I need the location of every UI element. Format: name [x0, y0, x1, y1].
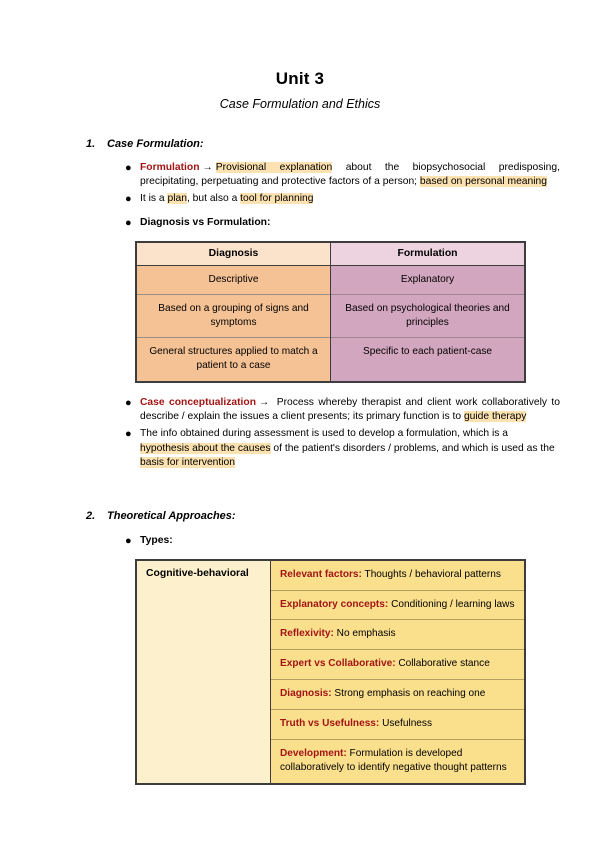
column-header-formulation: Formulation [331, 242, 526, 266]
list-item [271, 561, 524, 591]
arrow-glyph-icon: → [202, 161, 213, 173]
attribute-value: Strong emphasis on reaching one [331, 688, 486, 700]
attribute-label: Diagnosis: [280, 688, 332, 700]
list-item: Based on psychological theories and principles [331, 295, 524, 338]
list-item [125, 534, 560, 549]
table-header-row [136, 242, 525, 266]
attribute-label: Reflexivity: [280, 628, 334, 640]
highlight-personal-meaning: based on personal meaning [419, 176, 547, 188]
keyword-case-conceptualization: Case conceptualization [140, 396, 256, 408]
section-1-number: 1. [86, 137, 96, 150]
attribute-value: Formulation is developed collaboratively to identify negative thought patterns [280, 748, 507, 774]
attribute-label: Explanatory concepts: [280, 598, 389, 610]
bullet-dot-icon: ● [125, 161, 132, 174]
list-item [271, 591, 524, 621]
keyword-formulation: Formulation [140, 161, 200, 173]
attribute-label: Truth vs Usefulness: [280, 718, 380, 730]
column-header-diagnosis: Diagnosis [136, 242, 331, 266]
section-theoretical-approaches [86, 510, 560, 549]
highlight-guide-therapy: guide therapy [463, 411, 527, 423]
list-item: Explanatory [331, 266, 524, 296]
bullet-prefix-text: The info obtained during assessment is used to develop a formulation, which is a [140, 427, 509, 439]
table-diagnosis-vs-formulation [135, 241, 600, 383]
list-item [271, 680, 524, 710]
highlight-provisional-explanation: Provisional explanation [215, 161, 333, 173]
bullet-dot-icon: ● [125, 427, 132, 440]
highlight-basis-for-intervention: basis for intervention [140, 457, 236, 469]
bullet-text [140, 427, 560, 471]
bullet-dot-icon: ● [125, 216, 132, 229]
page-title: Unit 3 [275, 69, 325, 88]
bullet-prefix-text: It is a [140, 192, 168, 204]
bullet-dot-icon: ● [125, 534, 132, 547]
list-item [271, 710, 524, 740]
section-2-heading [86, 510, 560, 522]
bullet-text [140, 192, 560, 207]
list-item: Descriptive [137, 266, 330, 296]
list-item: Specific to each patient-case [362, 346, 493, 358]
cell-approach-attributes [271, 560, 526, 784]
section-1-bullets [125, 161, 560, 231]
list-item: General structures applied to match a patient to a case [149, 346, 318, 372]
cell-approach-name: Cognitive-behavioral [136, 560, 271, 784]
bullet-dot-icon: ● [125, 396, 132, 409]
page-subtitle: Case Formulation and Ethics [219, 96, 381, 111]
cell-diagnosis-items [136, 265, 331, 382]
list-item [125, 161, 560, 190]
cell-formulation-items [331, 265, 526, 382]
list-item [125, 396, 560, 425]
section-1-bullets-continued [125, 396, 560, 471]
bullet-text [140, 161, 560, 190]
section-1-heading [86, 138, 560, 150]
section-2-title: Theoretical Approaches: [107, 509, 236, 522]
bullet-mid-text: , but also a [186, 192, 241, 204]
attribute-label: Development: [280, 748, 347, 760]
bullet-text [140, 396, 560, 425]
list-item: Based on a grouping of signs and symptoms [137, 295, 330, 338]
bullet-label-types: Types: [140, 534, 173, 546]
attribute-value: Collaborative stance [395, 658, 490, 670]
list-item [125, 216, 560, 231]
section-1-continued [86, 396, 560, 471]
table-theoretical-approaches [135, 559, 600, 785]
bullet-body-text: about the biopsychosocial predisposing, precipitating, perpetuating and protective factors of a person; [140, 161, 560, 188]
attribute-label: Expert vs Collaborative: [280, 658, 396, 670]
highlight-tool-for-planning: tool for planning [240, 192, 314, 204]
highlight-hypothesis-about-causes: hypothesis about the causes [140, 442, 271, 454]
attribute-value: No emphasis [333, 628, 396, 640]
highlight-plan: plan [167, 192, 187, 204]
list-item [271, 650, 524, 680]
bullet-dot-icon: ● [125, 192, 132, 205]
attribute-value: Thoughts / behavioral patterns [361, 568, 501, 580]
attribute-label: Relevant factors: [280, 568, 362, 580]
bullet-mid-text: of the patient's disorders / problems, and which is used as the [270, 442, 555, 454]
attribute-value: Usefulness [379, 718, 433, 730]
list-item [125, 192, 560, 207]
section-1-title: Case Formulation: [107, 137, 204, 150]
list-item [271, 620, 524, 650]
attribute-value: Conditioning / learning laws [388, 598, 515, 610]
section-case-formulation [86, 138, 560, 231]
bullet-label-diagnosis-vs-formulation: Diagnosis vs Formulation: [140, 216, 271, 228]
arrow-glyph-icon: → [259, 396, 270, 408]
list-item [271, 740, 524, 783]
table-row [136, 560, 525, 784]
list-item [125, 427, 560, 471]
section-2-bullets [125, 534, 560, 549]
table-row [136, 265, 525, 382]
bullet-body-text: Process whereby therapist and client work collaboratively to describe / explain the issues a client presents; its primary function is to [140, 396, 560, 423]
section-2-number: 2. [86, 509, 96, 522]
